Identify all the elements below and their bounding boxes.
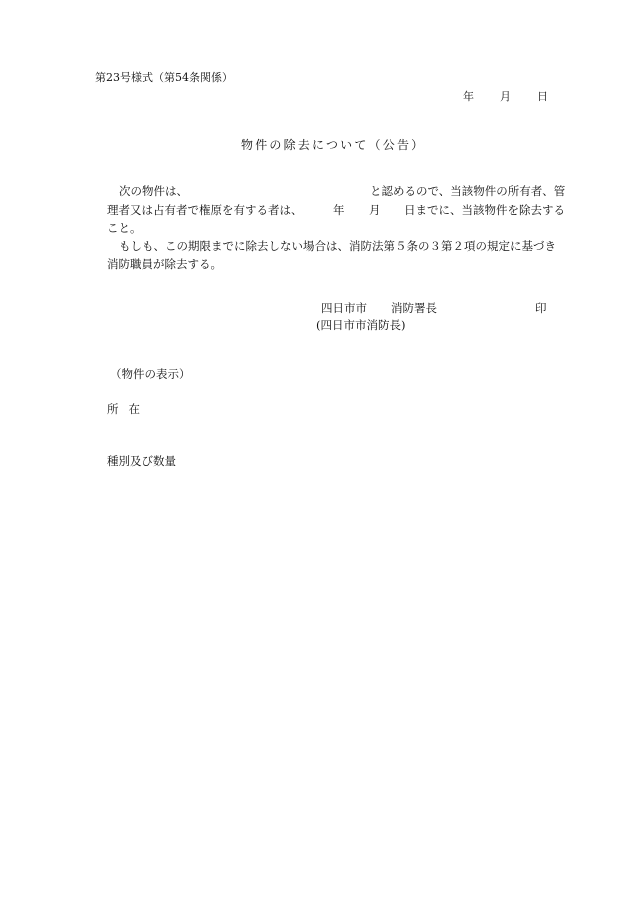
property-heading: （物件の表示） — [110, 367, 191, 381]
document-title: 物件の除去について（公告） — [241, 138, 426, 152]
paragraph2-line1: もしも、この期限までに除去しない場合は、消防法第５条の３第２項の規定に基づき — [119, 239, 556, 253]
form-number: 第23号様式（第54条関係） — [95, 71, 233, 84]
paragraph1-line1-start: 次の物件は、 — [119, 184, 188, 198]
signature-subtitle: (四日市市消防長) — [316, 318, 406, 332]
paragraph1-line2-year: 年 — [333, 203, 345, 217]
paragraph1-line1-end: と認めるので、当該物件の所有者、管 — [370, 184, 566, 198]
paragraph2-line2: 消防職員が除去する。 — [107, 257, 222, 271]
signature-seal: 印 — [535, 301, 547, 315]
paragraph1-line2-end: 日までに、当該物件を除去する — [404, 203, 565, 217]
paragraph1-line2-month: 月 — [369, 203, 381, 217]
date-year-label: 年 — [463, 90, 474, 103]
signature-title: 消防署長 — [391, 301, 437, 315]
date-month-label: 月 — [500, 90, 511, 103]
date-line — [463, 91, 548, 102]
paragraph1-line3: こと。 — [107, 221, 142, 235]
property-kind-label: 種別及び数量 — [107, 454, 176, 468]
signature-city: 四日市市 — [321, 301, 367, 315]
paragraph1-line2-start: 理者又は占有者で権原を有する者は、 — [107, 203, 303, 217]
property-location-label: 所在 — [107, 402, 150, 416]
date-day-label: 日 — [537, 90, 548, 103]
